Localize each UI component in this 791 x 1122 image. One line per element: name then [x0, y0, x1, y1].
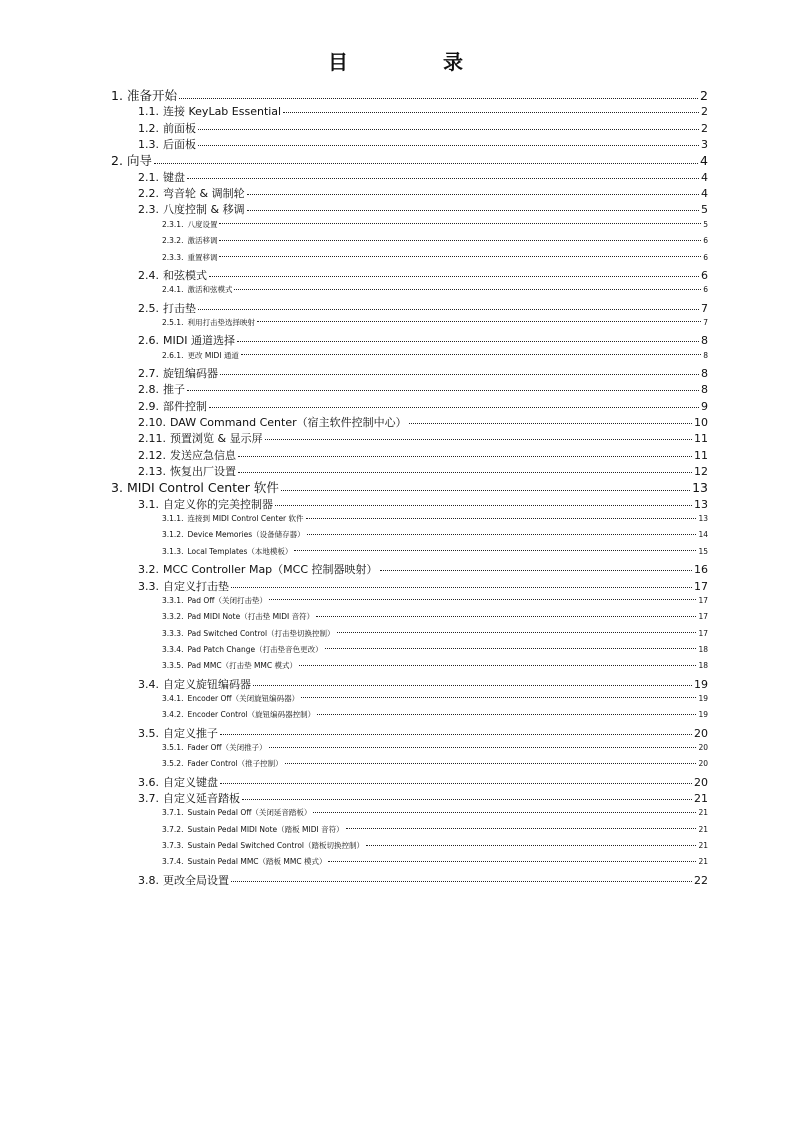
dot-leader [179, 97, 698, 99]
toc-entry-page: 7 [703, 317, 708, 327]
toc-entry[interactable] [162, 319, 708, 327]
dot-leader [294, 549, 696, 551]
toc-entry-page: 9 [701, 399, 708, 413]
toc-entry-label: 重置移调 [187, 252, 218, 262]
toc-entry[interactable] [138, 433, 708, 444]
dot-leader [242, 798, 692, 800]
toc-entry-page: 12 [694, 465, 708, 479]
toc-entry-label: 预置浏览 & 显示屏 [170, 432, 263, 446]
dot-leader [209, 406, 699, 408]
toc-entry-page: 16 [694, 563, 708, 577]
toc-entry-label: 前面板 [163, 121, 196, 135]
dot-leader [231, 880, 692, 882]
dot-leader [220, 782, 692, 784]
toc-entry[interactable] [138, 777, 708, 788]
toc-entry-number: 2.3.3. [162, 252, 184, 262]
toc-entry-label: Pad Off（关闭打击垫） [187, 595, 267, 605]
toc-entry-number: 3.1.2. [162, 530, 184, 540]
toc-entry[interactable] [162, 286, 708, 294]
toc-entry-label: Encoder Control（旋钮编码器控制） [187, 710, 316, 720]
toc-entry-label: 弯音轮 & 调制轮 [163, 187, 245, 201]
toc-entry-page: 2 [701, 121, 708, 135]
toc-entry[interactable] [138, 466, 708, 477]
toc-entry[interactable] [162, 531, 708, 539]
toc-entry-number: 2.3.2. [162, 236, 184, 246]
dot-leader [275, 504, 692, 506]
toc-entry[interactable] [138, 875, 708, 886]
toc-entry-number: 3.1. [138, 497, 159, 511]
toc-entry-label: 激活移调 [187, 236, 218, 246]
dot-leader [283, 111, 699, 113]
toc-entry-page: 6 [701, 268, 708, 282]
toc-entry-number: 3.6. [138, 775, 159, 789]
toc-entry[interactable] [138, 417, 708, 428]
toc-entry[interactable] [138, 139, 708, 150]
toc-entry-label: Pad MIDI Note（打击垫 MIDI 音符） [187, 612, 315, 622]
toc-entry-number: 1. [111, 88, 123, 103]
toc-entry[interactable] [162, 760, 708, 768]
toc-entry[interactable] [162, 254, 708, 262]
toc-entry[interactable] [138, 581, 708, 592]
dot-leader [220, 373, 699, 375]
toc-entry-number: 2.11. [138, 432, 166, 446]
toc-entry-number: 2.12. [138, 448, 166, 462]
toc-entry[interactable] [162, 858, 708, 866]
toc-entry-label: Sustain Pedal MIDI Note（踏板 MIDI 音符） [187, 824, 344, 834]
dot-leader [337, 631, 697, 633]
toc-entry-number: 3.7.2. [162, 824, 184, 834]
toc-entry-page: 2 [700, 88, 708, 103]
toc-entry-page: 22 [694, 873, 708, 887]
toc-entry-label: 准备开始 [126, 88, 177, 103]
toc-entry-page: 6 [703, 236, 708, 246]
toc-entry-label: MIDI Control Center 软件 [126, 480, 279, 496]
toc-entry[interactable] [162, 548, 708, 556]
toc-entry[interactable] [111, 155, 708, 168]
toc-entry-number: 2.13. [138, 465, 166, 479]
dot-leader [234, 288, 701, 290]
toc-entry-label: 利用打击垫选择映射 [187, 317, 255, 327]
toc-entry-number: 3.5.2. [162, 759, 184, 769]
toc-entry-label: Fader Control（推子控制） [187, 759, 283, 769]
toc-entry-number: 3.7.3. [162, 841, 184, 851]
toc-entry-page: 8 [703, 350, 708, 360]
toc-entry-label: 后面板 [163, 138, 196, 152]
toc-entry-label: 自定义键盘 [163, 775, 218, 789]
toc-entry-page: 20 [698, 759, 708, 769]
toc-entry-page: 20 [694, 726, 708, 740]
toc-entry-label: Sustain Pedal Off（关闭延音踏板） [187, 808, 312, 818]
toc-entry-number: 3.4.2. [162, 710, 184, 720]
dot-leader [380, 569, 692, 571]
dot-leader [154, 162, 698, 164]
toc-entry-label: MIDI 通道选择 [163, 334, 235, 348]
dot-leader [285, 762, 697, 764]
toc-entry-number: 3.3.5. [162, 661, 184, 671]
toc-entry[interactable] [138, 384, 708, 395]
toc-entry-label: 部件控制 [163, 399, 207, 413]
toc-entry-number: 3.2. [138, 563, 159, 577]
toc-entry-number: 2.5. [138, 301, 159, 315]
toc-entry-number: 2.3.1. [162, 219, 184, 229]
dot-leader [409, 422, 692, 424]
toc-entry-page: 13 [694, 497, 708, 511]
dot-leader [317, 713, 696, 715]
toc-entry-page: 5 [701, 203, 708, 217]
toc-entry-page: 20 [698, 743, 708, 752]
toc-entry-page: 7 [701, 301, 708, 315]
toc-entry-label: 八度设置 [187, 219, 218, 229]
toc-entry-page: 13 [698, 514, 708, 524]
toc-entry-page: 8 [701, 334, 708, 348]
dot-leader [219, 222, 701, 224]
toc-entry-number: 2.6.1. [162, 350, 184, 360]
toc-entry-label: 自定义打击垫 [163, 579, 229, 593]
toc-entry-number: 3.1.3. [162, 546, 184, 556]
toc-entry-page: 21 [698, 808, 708, 818]
dot-leader [346, 827, 697, 829]
toc-entry[interactable] [138, 172, 708, 183]
dot-leader [269, 746, 697, 748]
dot-leader [325, 647, 697, 649]
toc-entry-page: 19 [698, 710, 708, 720]
toc-entry[interactable] [162, 515, 708, 523]
toc-entry-label: 自定义推子 [163, 726, 218, 740]
dot-leader [198, 128, 699, 130]
toc-entry-number: 2.1. [138, 170, 159, 184]
dot-leader [366, 844, 696, 846]
toc-entry-number: 3.7.4. [162, 857, 184, 867]
toc-entry-page: 21 [698, 824, 708, 834]
toc-entry[interactable] [138, 335, 708, 346]
dot-leader [328, 860, 696, 862]
toc-entry[interactable] [162, 695, 708, 703]
toc-entry[interactable] [138, 499, 708, 510]
dot-leader [219, 239, 701, 241]
toc-entry-page: 19 [694, 677, 708, 691]
toc-entry-label: 连接到 MIDI Control Center 软件 [187, 514, 304, 524]
dot-leader [301, 696, 696, 698]
toc-entry-label: 自定义旋钮编码器 [163, 677, 251, 691]
toc-entry-number: 2.4. [138, 268, 159, 282]
dot-leader [209, 275, 699, 277]
toc-entry-page: 19 [698, 693, 708, 703]
toc-entry-page: 11 [694, 448, 708, 462]
toc-entry-number: 2.5.1. [162, 317, 184, 327]
toc-entry-number: 2. [111, 153, 123, 169]
toc-entry[interactable] [162, 221, 708, 229]
toc-entry-page: 17 [694, 579, 708, 593]
toc-entry[interactable] [162, 662, 708, 670]
dot-leader [220, 733, 692, 735]
toc-entry[interactable] [138, 793, 708, 804]
toc-entry-page: 20 [694, 775, 708, 789]
toc-entry[interactable] [138, 270, 708, 281]
toc-entry[interactable] [162, 826, 708, 834]
dot-leader [231, 586, 692, 588]
toc-entry-page: 21 [698, 841, 708, 851]
dot-leader [253, 684, 692, 686]
toc-entry-number: 3.3.4. [162, 644, 184, 654]
toc-entry-page: 5 [703, 219, 708, 229]
toc-entry-page: 2 [701, 105, 708, 119]
toc-entry-page: 11 [694, 432, 708, 446]
toc-entry-label: DAW Command Center（宿主软件控制中心） [170, 416, 407, 429]
toc-entry-number: 3.1.1. [162, 514, 184, 524]
toc-entry-label: 更改 MIDI 通道 [187, 350, 239, 360]
dot-leader [219, 255, 701, 257]
toc-entry-page: 13 [692, 480, 708, 496]
toc-entry-page: 17 [698, 595, 708, 605]
toc-entry-page: 6 [703, 285, 708, 295]
toc-entry[interactable] [111, 482, 708, 495]
toc-entry[interactable] [138, 204, 708, 215]
toc-entry-page: 15 [698, 546, 708, 556]
toc-entry-number: 3.5.1. [162, 743, 184, 752]
toc-entry-number: 2.8. [138, 383, 159, 397]
toc-entry[interactable] [162, 237, 708, 245]
dot-leader [257, 320, 701, 322]
dot-leader [269, 598, 696, 600]
toc-entry-label: 键盘 [163, 170, 185, 184]
toc-entry-number: 3.3.1. [162, 595, 184, 605]
toc-entry[interactable] [138, 106, 708, 117]
toc-entry[interactable] [138, 679, 708, 690]
toc-entry-page: 17 [698, 612, 708, 622]
dot-leader [281, 489, 690, 491]
toc-entry-label: 打击垫 [163, 301, 196, 315]
dot-leader [241, 353, 701, 355]
toc-entry[interactable] [138, 188, 708, 199]
dot-leader [306, 517, 697, 519]
toc-entry-label: 自定义你的完美控制器 [163, 497, 273, 511]
toc-entry-page: 8 [701, 366, 708, 380]
toc-entry-number: 3.4.1. [162, 693, 184, 703]
toc-entry-label: 更改全局设置 [163, 873, 229, 887]
toc-entry-number: 3.8. [138, 873, 159, 887]
toc-entry-number: 2.4.1. [162, 285, 184, 295]
page-title: 目 录 [328, 50, 507, 74]
toc-entry-label: 推子 [163, 383, 185, 397]
toc-entry[interactable] [162, 842, 708, 850]
toc-entry-number: 2.2. [138, 187, 159, 201]
toc-entry-number: 2.3. [138, 203, 159, 217]
toc-entry[interactable] [138, 123, 708, 134]
toc-entry[interactable] [162, 597, 708, 605]
dot-leader [247, 209, 699, 211]
toc-entry-page: 21 [698, 857, 708, 867]
toc-entry-page: 4 [701, 170, 708, 184]
toc-entry-label: Pad MMC（打击垫 MMC 模式） [187, 661, 298, 671]
toc-entry[interactable] [138, 450, 708, 461]
toc-entry-label: 恢复出厂设置 [170, 465, 236, 479]
toc-entry[interactable] [162, 352, 708, 360]
toc-entry-label: MCC Controller Map（MCC 控制器映射） [163, 563, 378, 577]
toc-entry-label: 自定义延音踏板 [163, 792, 240, 806]
dot-leader [187, 389, 699, 391]
toc-entry-number: 3.3.2. [162, 612, 184, 622]
dot-leader [198, 308, 699, 310]
toc-entry[interactable] [162, 613, 708, 621]
toc-entry[interactable] [138, 564, 708, 575]
toc-entry-page: 18 [698, 661, 708, 671]
toc-entry-number: 2.6. [138, 334, 159, 348]
dot-leader [299, 664, 696, 666]
toc-entry-page: 8 [701, 383, 708, 397]
toc-entry-label: Pad Patch Change（打击垫音色更改） [187, 644, 323, 654]
toc-entry-number: 3.5. [138, 726, 159, 740]
toc-entry-number: 1.2. [138, 121, 159, 135]
toc-entry-label: Fader Off（关闭推子） [187, 743, 267, 752]
toc-entry-label: 向导 [126, 153, 152, 169]
dot-leader [307, 533, 697, 535]
toc-entry-label: 八度控制 & 移调 [163, 203, 245, 217]
toc-entry[interactable] [162, 809, 708, 817]
toc-entry[interactable] [162, 646, 708, 654]
toc-entry-number: 1.1. [138, 105, 159, 119]
toc-entry-page: 4 [700, 153, 708, 169]
toc-entry-page: 3 [701, 138, 708, 152]
toc-entry-page: 10 [694, 416, 708, 429]
toc-entry-number: 2.7. [138, 366, 159, 380]
toc-entry[interactable] [138, 728, 708, 739]
toc-entry-number: 3.3. [138, 579, 159, 593]
dot-leader [247, 193, 699, 195]
toc-entry[interactable] [138, 368, 708, 379]
dot-leader [238, 471, 692, 473]
dot-leader [187, 177, 699, 179]
toc-entry-label: 和弦模式 [163, 268, 207, 282]
toc-entry-number: 3.7.1. [162, 808, 184, 818]
toc-entry-page: 6 [703, 252, 708, 262]
toc-entry-number: 2.9. [138, 399, 159, 413]
toc-entry-page: 4 [701, 187, 708, 201]
toc-entry-number: 3.7. [138, 792, 159, 806]
toc-entry-page: 21 [694, 792, 708, 806]
toc-entry[interactable] [138, 401, 708, 412]
toc-entry-number: 3.4. [138, 677, 159, 691]
toc-entry-label: 发送应急信息 [170, 448, 236, 462]
toc-entry-label: Pad Switched Control（打击垫切换控制） [187, 628, 335, 638]
toc-entry-label: 旋钮编码器 [163, 366, 218, 380]
dot-leader [238, 455, 692, 457]
toc-entry[interactable] [162, 744, 708, 752]
toc-entry[interactable] [138, 303, 708, 314]
toc-entry-label: Sustain Pedal Switched Control（踏板切换控制） [187, 841, 365, 851]
toc-entry-label: 连接 KeyLab Essential [163, 105, 282, 119]
toc-entry-number: 3.3.3. [162, 628, 184, 638]
dot-leader [316, 615, 696, 617]
toc-entry-number: 3. [111, 480, 123, 496]
toc-entry-number: 2.10. [138, 416, 166, 429]
toc-entry-label: Local Templates（本地模板） [187, 546, 293, 556]
toc-entry-label: 激活和弦模式 [187, 285, 233, 295]
toc-entry-page: 14 [698, 530, 708, 540]
toc-entry-page: 17 [698, 628, 708, 638]
toc-entry[interactable] [111, 90, 708, 103]
toc-entry[interactable] [162, 630, 708, 638]
toc-entry-page: 18 [698, 644, 708, 654]
dot-leader [237, 340, 699, 342]
toc-entry-label: Sustain Pedal MMC（踏板 MMC 模式） [187, 857, 327, 867]
toc-entry[interactable] [162, 711, 708, 719]
dot-leader [313, 811, 696, 813]
toc-entry-label: Encoder Off（关闭旋钮编码器） [187, 693, 300, 703]
toc-entry-number: 1.3. [138, 138, 159, 152]
dot-leader [198, 144, 699, 146]
dot-leader [265, 438, 692, 440]
toc-entry-label: Device Memories（设备储存器） [187, 530, 305, 540]
